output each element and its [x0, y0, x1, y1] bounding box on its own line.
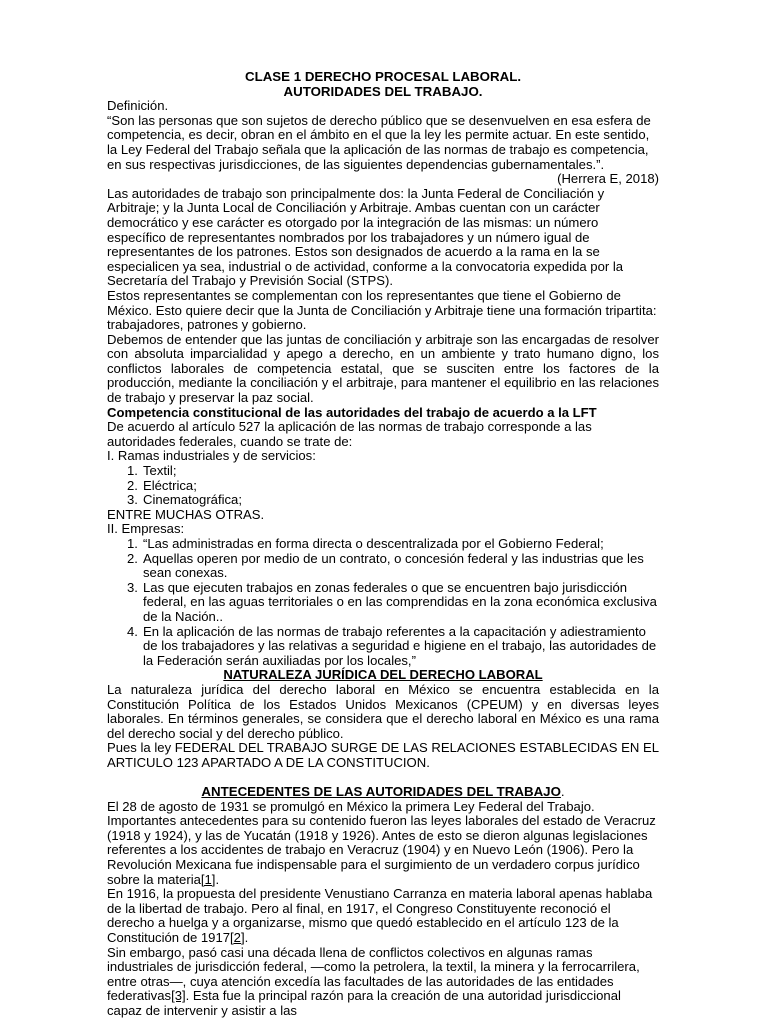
- citation: (Herrera E, 2018): [557, 171, 659, 187]
- list-item: 2. Eléctrica;: [127, 477, 197, 493]
- competencia-heading: Competencia constitucional de las autoridades del trabajo de acuerdo a la LFT: [107, 404, 597, 420]
- list-item: 4. En la aplicación de las normas de trabajo referentes a la capacitación y adiestramiento de los trabajadores y las relativas a seguridad e higiene en el trabajo, las autoridades de la Federación serán auxiliadas por los locales,”: [127, 623, 657, 668]
- ramas-label: I. Ramas industriales y de servicios:: [107, 448, 316, 464]
- document-body: [107, 70, 659, 1019]
- paragraph-1931: El 28 de agosto de 1931 se promulgó en México la primera Ley Federal del Trabajo. Importantes antecedentes para su contenido fueron las leyes laborales del estado de Veracruz (1918 y 1924), y las de Yucatán (1918 y 1926). Antes de esto se dieron algunas legislaciones referentes a los accidentes de trabajo en Veracruz (1904) y en Nuevo León (1906). Pero la Revolución Mexicana fue indispensable para el surgimiento de un verdadero corpus jurídico sobre la materia[1].: [107, 798, 656, 887]
- antecedentes-heading: ANTECEDENTES DE LAS AUTORIDADES DEL TRABAJO.: [201, 784, 565, 800]
- paragraph-naturaleza: La naturaleza jurídica del derecho laboral en México se encuentra establecida en la Constitución Política de los Estados Unidos Mexicanos (CPEUM) y en diversas leyes laborales. En términos generales, se considera que el derecho laboral en México es una rama del derecho social y del derecho público.: [107, 681, 659, 741]
- empresas-list: [107, 537, 659, 668]
- entre-muchas-otras: ENTRE MUCHAS OTRAS.: [107, 506, 265, 522]
- list-item: 1. “Las administradas en forma directa o descentralizada por el Gobierno Federal;: [127, 536, 604, 551]
- definition-quote: “Son las personas que son sujetos de derecho público que se desenvuelven en esa esfera de competencia, es decir, obran en el ámbito en el que la ley les permite actuar. En este sentido, la Ley Federal del Trabajo señala que la aplicación de las normas de trabajo es competencia, en sus respectivas jurisdicciones, de las siguientes dependencias gubernamentales.”.: [107, 112, 651, 172]
- paragraph-representatives: Estos representantes se complementan con los representantes que tiene el Gobierno de México. Esto quiere decir que la Junta de Conciliación y Arbitraje tiene una formación tripartita: trabajadores, patrones y gobierno.: [107, 287, 657, 333]
- list-item: 3. Las que ejecuten trabajos en zonas federales o que se encuentren bajo jurisdicción federal, en las aguas territoriales o en las comprendidas en la zona económica exclusiva de la Nación..: [127, 579, 657, 624]
- paragraph-juntas: Debemos de entender que las juntas de conciliación y arbitraje son las encargadas de resolver con absoluta imparcialidad y apego a derecho, en un ambiente y trato humano digno, los conflictos laborales de competencia estatal, que se susciten entre los factores de la producción, mediante la conciliación y el arbitraje, para mantener el equilibrio en las relaciones de trabajo y preservar la paz social.: [107, 331, 659, 406]
- title-line-1: CLASE 1 DERECHO PROCESAL LABORAL.: [244, 69, 522, 84]
- list-item: 2. Aquellas operen por medio de un contrato, o concesión federal y las industrias que les sean conexas.: [127, 550, 644, 581]
- list-item: 3. Cinematográfica;: [127, 492, 242, 508]
- title-line-2: AUTORIDADES DEL TRABAJO.: [283, 83, 483, 99]
- paragraph-authorities: Las autoridades de trabajo son principalmente dos: la Junta Federal de Conciliación y Arbitraje; y la Junta Local de Conciliación y Arbitraje. Ambas cuentan con un carácter democrático y ese carácter es otorgado por la integración de las mismas: un número específico de representantes nombrados por los trabajadores y un número igual de representantes de los patrones. Estos son designados de acuerdo a la rama en la se especialicen ya sea, industrial o de actividad, conforme a la convocatoria expedida por la Secretaría del Trabajo y Previsión Social (STPS).: [107, 185, 624, 289]
- ramas-list: [107, 464, 659, 508]
- definition-label: Definición.: [107, 98, 169, 114]
- footnote-link-2[interactable]: [2]: [230, 930, 245, 946]
- empresas-label: II. Empresas:: [107, 521, 185, 537]
- spacer: [107, 771, 659, 786]
- paragraph-ley-federal: Pues la ley FEDERAL DEL TRABAJO SURGE DE LAS RELACIONES ESTABLECIDAS EN EL ARTICULO 123 APARTADO A DE LA CONSTITUCION.: [107, 740, 659, 770]
- naturaleza-heading: NATURALEZA JURÍDICA DEL DERECHO LABORAL: [223, 667, 543, 683]
- footnote-link-1[interactable]: [1]: [200, 871, 216, 887]
- paragraph-sin-embargo: Sin embargo, pasó casi una década llena de conflictos colectivos en algunas ramas industriales de jurisdicción federal, —como la petrolera, la textil, la minera y la ferrocarrilera, entre otras—, cuya atención excedía las facultades de las autoridades de las entidades federativas[3]. Esta fue la principal razón para la creación de una autoridad jurisdiccional capaz de intervenir y asistir a las: [107, 944, 640, 1018]
- paragraph-1916: En 1916, la propuesta del presidente Venustiano Carranza en materia laboral apenas hablaba de la libertad de trabajo. Pero al final, en 1917, el Congreso Constituyente reconoció el derecho a huelga y a organizarse, mismo que quedó establecido en el artículo 123 de la Constitución de 1917[2].: [107, 886, 653, 946]
- paragraph-article-527: De acuerdo al artículo 527 la aplicación de las normas de trabajo corresponde a las autoridades federales, cuando se trate de:: [107, 419, 592, 449]
- list-item: 1. Textil;: [127, 463, 177, 479]
- footnote-link-3[interactable]: [3]: [171, 988, 186, 1004]
